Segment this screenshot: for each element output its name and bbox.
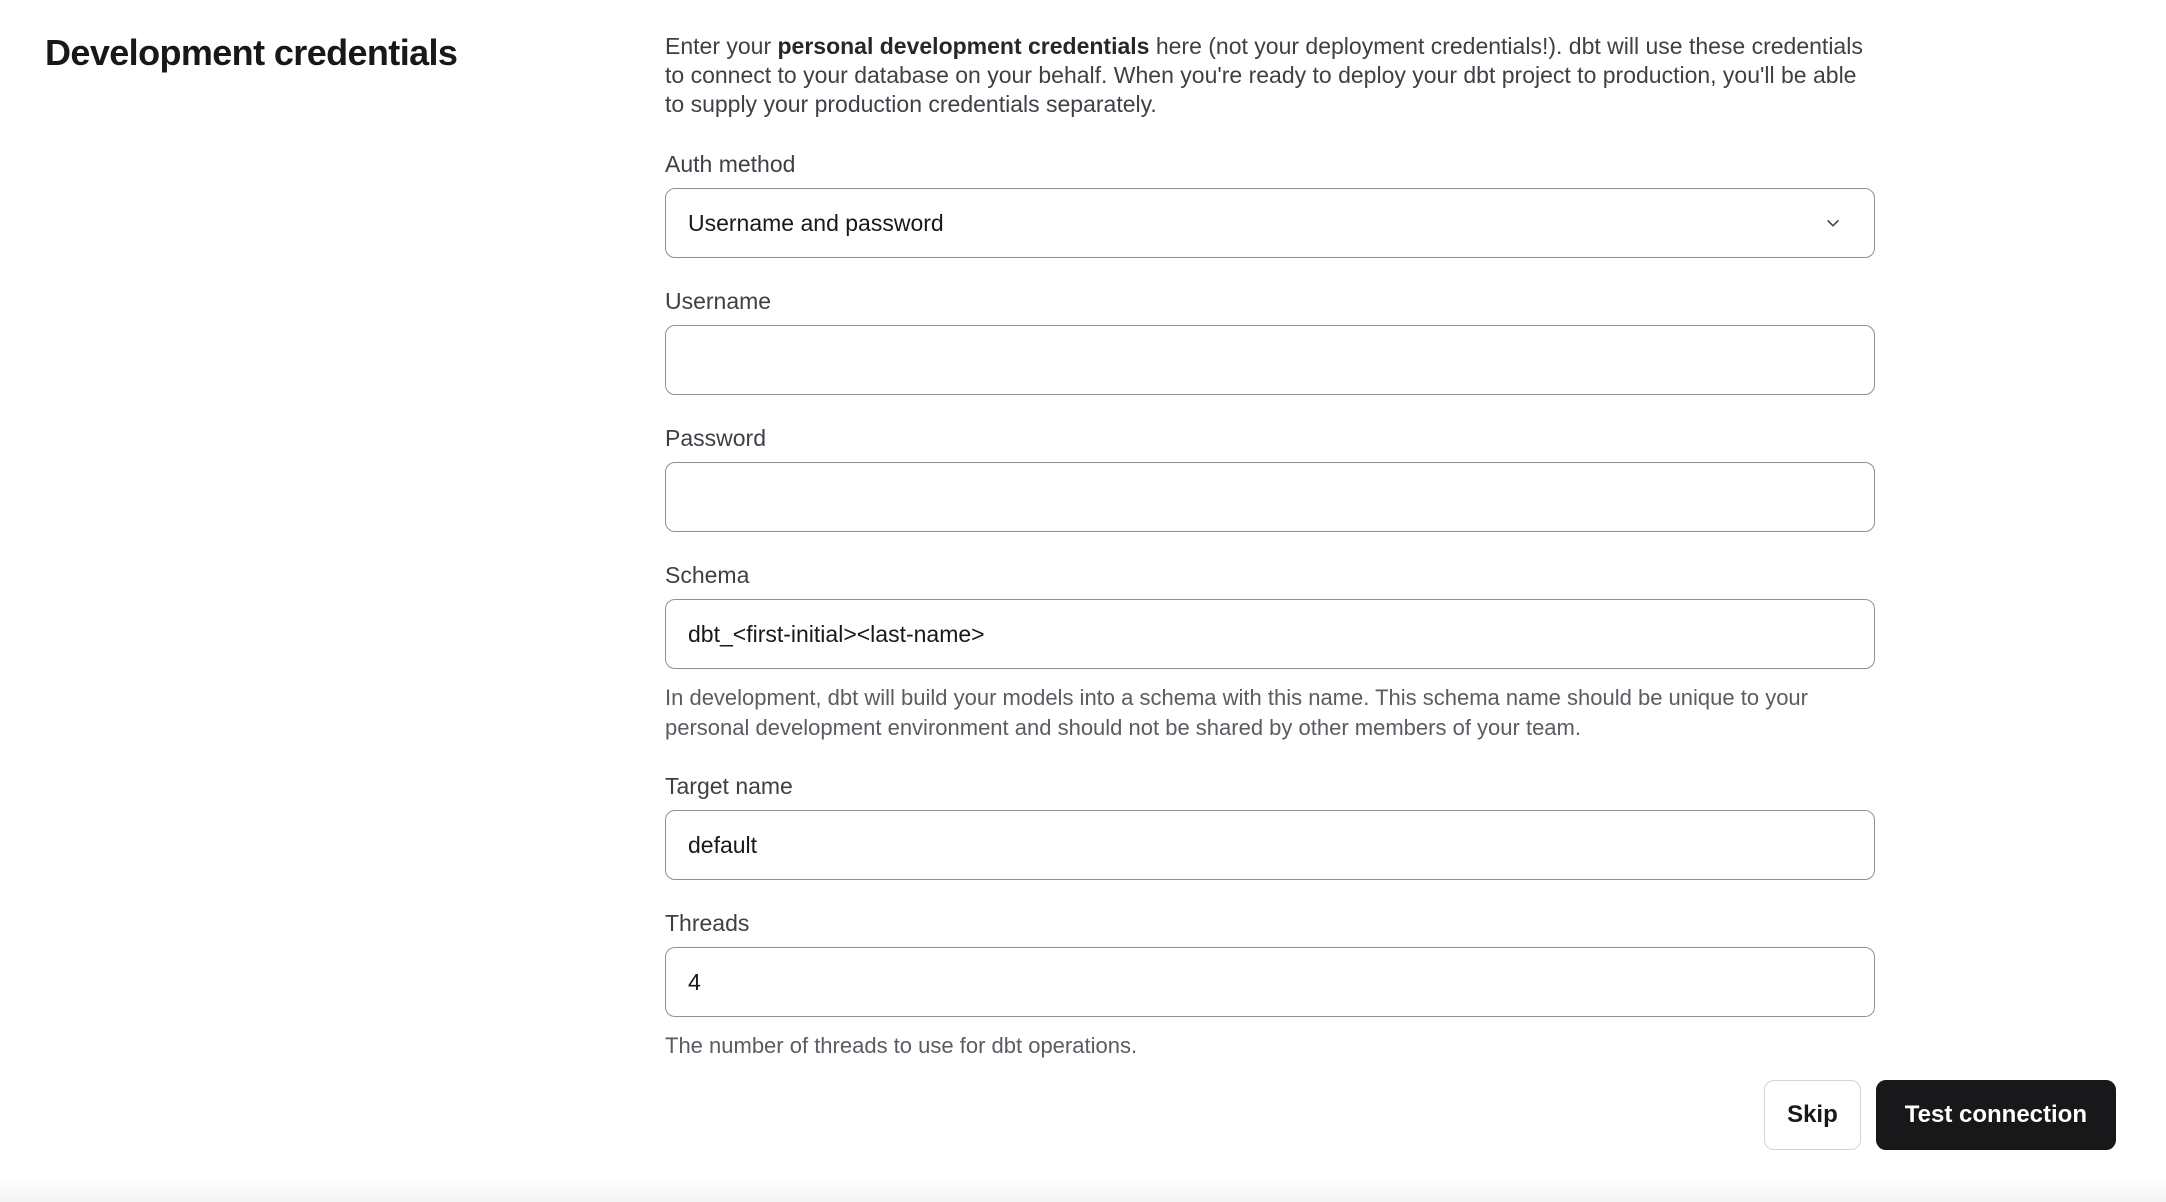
password-input[interactable]: [665, 462, 1875, 532]
description-post: here (not your deployment credentials!). dbt will use these credentials to connect to your database on your behalf. When you're ready to deploy your dbt project to production, you'll be able to supply your production credentials separately.: [665, 33, 1863, 117]
credentials-form: [665, 30, 1875, 1091]
description-bold: personal development credentials: [777, 33, 1150, 59]
bottom-fade-divider: [0, 1178, 2166, 1202]
schema-help-text: In development, dbt will build your models into a schema with this name. This schema name should be unique to your personal development environment and should not be shared by other members of your team.: [665, 685, 1808, 740]
target-name-label: Target name: [665, 773, 793, 799]
action-buttons: [1764, 1080, 2116, 1150]
auth-method-selected-value: Username and password: [688, 209, 944, 236]
page-title: Development credentials: [45, 32, 458, 73]
auth-method-select[interactable]: [665, 188, 1875, 258]
chevron-down-icon: [1822, 212, 1844, 234]
test-connection-button[interactable]: Test connection: [1876, 1080, 2116, 1150]
target-name-input[interactable]: [665, 810, 1875, 880]
password-label: Password: [665, 425, 766, 451]
title-column: [45, 30, 665, 1091]
auth-method-label: Auth method: [665, 151, 796, 177]
schema-label: Schema: [665, 562, 750, 588]
description-pre: Enter your: [665, 33, 778, 59]
username-group: [665, 288, 1875, 395]
schema-input[interactable]: [665, 599, 1875, 669]
password-group: [665, 425, 1875, 532]
threads-input[interactable]: [665, 947, 1875, 1017]
threads-help-text: The number of threads to use for dbt operations.: [665, 1033, 1138, 1058]
target-name-group: [665, 773, 1875, 880]
username-label: Username: [665, 288, 772, 314]
description-text: [665, 32, 1875, 119]
schema-group: [665, 562, 1875, 743]
auth-method-group: [665, 151, 1875, 258]
skip-button[interactable]: Skip: [1764, 1080, 1861, 1150]
username-input[interactable]: [665, 325, 1875, 395]
threads-group: [665, 910, 1875, 1061]
threads-label: Threads: [665, 910, 750, 936]
